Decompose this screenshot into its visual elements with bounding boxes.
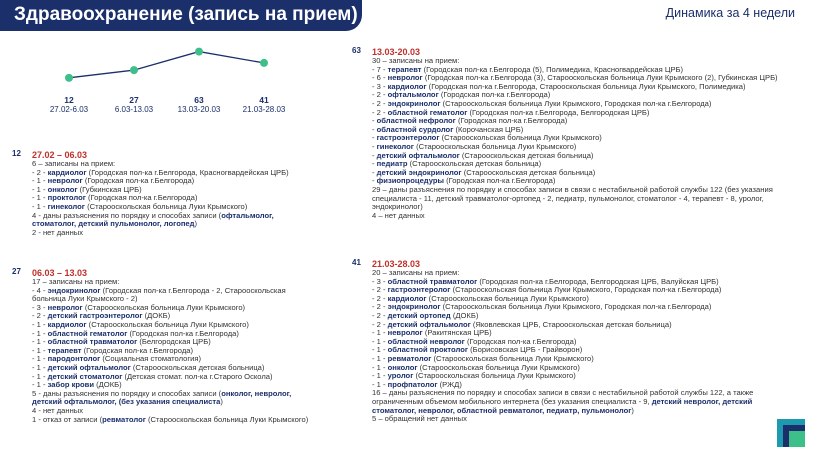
detail-text: 20 – записаны на прием: xyxy=(372,268,460,277)
detail-text: - 3 - xyxy=(32,302,48,312)
detail-text: (Ракитянская ЦРБ) xyxy=(422,328,492,338)
specialist-name: областной сурдолог xyxy=(376,124,454,134)
specialist-name: эндокринолог xyxy=(387,98,441,108)
data-point-1 xyxy=(65,74,73,82)
detail-text: (Старооскольская больница Луки Крымского) xyxy=(426,293,589,303)
data-value: 41 xyxy=(259,95,269,105)
detail-text: - 6 - xyxy=(372,73,388,83)
detail-text: - 2 - xyxy=(372,293,388,303)
detail-text: (Губкинская ЦРБ) xyxy=(77,184,142,194)
detail-text: - 1 - xyxy=(32,328,48,338)
detail-text: (Борисовская ЦРБ - Грайворон) xyxy=(468,345,583,355)
specialist-name: физиопроцедуры xyxy=(376,176,444,186)
detail-text: (Городская пол-ка г.Белгорода) xyxy=(464,336,577,346)
detail-line xyxy=(372,415,797,424)
detail-text: - 3 - xyxy=(372,276,388,286)
week-block-4 xyxy=(352,259,797,424)
detail-line xyxy=(32,287,312,304)
detail-text: 16 – даны разъяснения по порядку и способах записи в связи с нестабильной работой службы 122, а также ограниченным объемом мобильного интернета (без указания специалиста - 9, xyxy=(372,388,754,406)
week-period: 27.02 – 06.03 xyxy=(32,150,88,160)
detail-text: - xyxy=(372,124,377,134)
detail-text: - 1 - xyxy=(372,371,388,381)
detail-text: - xyxy=(372,141,377,151)
week-count: 27 xyxy=(12,267,21,276)
detail-text: - 1 - xyxy=(32,201,48,211)
week-block-3 xyxy=(352,47,797,220)
specialist-name: онколог xyxy=(387,362,418,372)
detail-text: - 1 - xyxy=(372,353,388,363)
detail-text: 5 - даны разъяснения по порядку и способах записи ( xyxy=(32,388,222,398)
specialist-name: забор крови xyxy=(47,380,95,390)
detail-text: - xyxy=(372,150,377,160)
week-period: 13.03-20.03 xyxy=(372,47,421,57)
specialist-name: областной травматолог xyxy=(387,276,478,286)
week-period: 21.03-28.03 xyxy=(372,259,421,269)
specialist-name: кардиолог xyxy=(387,81,427,91)
data-label-2 xyxy=(104,96,164,114)
detail-text: (Старооскольская детская больница) xyxy=(407,159,542,169)
specialist-name: областной нефролог xyxy=(376,116,456,126)
detail-text: - 1 - xyxy=(372,328,388,338)
detail-text: - 1 - xyxy=(32,354,48,364)
detail-text: - 1 - xyxy=(372,379,388,389)
specialist-name: кардиолог xyxy=(387,293,427,303)
data-point-3 xyxy=(195,48,203,56)
data-label-1 xyxy=(39,96,99,114)
detail-text: - 2 - xyxy=(372,285,388,295)
specialist-name: детский гастроэнтеролог xyxy=(47,311,143,321)
detail-text: - 2 - xyxy=(372,319,388,329)
detail-text: - 1 - xyxy=(32,371,48,381)
specialist-name: пародонтолог xyxy=(47,354,101,364)
specialist-name: ревматолог xyxy=(102,414,146,424)
detail-text: - 1 - xyxy=(372,345,388,355)
detail-text: (Белгородская ЦРБ) xyxy=(137,337,211,347)
detail-text: (Старооскольская больница Луки Крымского) xyxy=(86,319,249,329)
detail-text: (Городская пол-ка г.Белгорода - 2, Старооскольская больница Луки Крымского - 2) xyxy=(32,285,286,304)
detail-text: - 1 - xyxy=(32,184,48,194)
logo-icon xyxy=(777,419,805,447)
detail-text: 4 – нет данных xyxy=(372,210,425,220)
specialist-name: детский офтальмолог xyxy=(47,362,131,372)
detail-text: (Старооскольская больница Луки Крымского, Городская пол-ка г.Белгорода) xyxy=(450,285,722,295)
week-details xyxy=(32,150,312,237)
specialist-name: эндокринолог xyxy=(387,302,441,312)
detail-text: - 4 - xyxy=(32,285,48,295)
detail-text: (Старооскольская больница Луки Крымского) xyxy=(413,371,576,381)
title-bar xyxy=(0,0,362,31)
specialist-name: областной проктолог xyxy=(387,345,469,355)
detail-text: (Старооскольская больница Луки Крымского) xyxy=(431,353,594,363)
detail-text: - 1 - xyxy=(32,362,48,372)
detail-text: (Старооскольская больница Луки Крымского) xyxy=(413,141,577,151)
specialist-name: онколог, невролог, детский офтальмолог, (без указания специалиста xyxy=(32,388,292,407)
detail-text: - 2 - xyxy=(32,311,48,321)
detail-text: (Яковлевская ЦРБ, Старооскольская детская больница) xyxy=(470,319,672,329)
specialist-name: педиатр xyxy=(376,159,408,169)
specialist-name: детский офтальмолог xyxy=(387,319,471,329)
detail-text: (Городская пол-ка г.Белгорода, Белгородская ЦРБ) xyxy=(467,107,650,117)
detail-text: (Старооскольская больница Луки Крымского) xyxy=(417,362,580,372)
detail-text: (Старооскольская больница Луки Крымского, Городская пол-ка г.Белгорода) xyxy=(440,302,712,312)
week-count: 63 xyxy=(352,46,361,55)
data-value: 63 xyxy=(194,95,204,105)
specialist-name: гинеколог xyxy=(47,201,85,211)
trend-chart xyxy=(40,44,300,124)
detail-line xyxy=(372,186,797,212)
week-block-1 xyxy=(12,150,312,237)
specialist-name: областной гематолог xyxy=(387,107,468,117)
specialist-name: детский офтальмолог xyxy=(376,150,460,160)
detail-text: (ДОКБ) xyxy=(450,310,479,320)
detail-text: - 1 - xyxy=(32,345,48,355)
specialist-name: офтальмолог, стоматолог, детский пульмонолог, логопед xyxy=(32,210,274,229)
detail-text: (Городская пол-ка г.Белгорода, Красногвардейская ЦРБ) xyxy=(86,167,289,177)
detail-text: - 3 - xyxy=(372,81,388,91)
detail-text: ) xyxy=(194,219,197,229)
detail-text: (Старооскольская детская больница) xyxy=(461,167,596,177)
specialist-name: терапевт xyxy=(47,345,82,355)
detail-text: (РЖД) xyxy=(437,379,462,389)
detail-text: - 7 - xyxy=(372,64,388,74)
detail-text: (Городская пол-ка г.Белгорода) xyxy=(81,345,194,355)
specialist-name: эндокринолог xyxy=(47,285,101,295)
detail-text: - 2 - xyxy=(372,98,388,108)
data-value: 12 xyxy=(64,95,74,105)
page-subtitle: Динамика за 4 недели xyxy=(665,6,795,20)
week-period: 06.03 – 13.03 xyxy=(32,268,88,278)
page-title: Здравоохранение (запись на прием) xyxy=(14,4,358,25)
category-label: 21.03-28.03 xyxy=(242,105,286,114)
week-details xyxy=(372,259,797,424)
data-label-4 xyxy=(234,96,294,114)
specialist-name: уролог xyxy=(387,371,414,381)
specialist-name: гинеколог xyxy=(376,141,414,151)
specialist-name: детский ортопед xyxy=(387,310,451,320)
week-details xyxy=(372,47,797,220)
detail-text: (Городская пол-ка г.Белгорода (3), Старооскольская больница Луки Крымского (2), Губкинская ЦРБ) xyxy=(422,73,778,83)
specialist-name: проктолог xyxy=(47,193,86,203)
specialist-name: областной гематолог xyxy=(47,328,128,338)
specialist-name: онколог xyxy=(47,184,78,194)
data-label-3 xyxy=(169,96,229,114)
detail-text: 4 - нет данных xyxy=(32,405,84,415)
category-label: 27.02-6.03 xyxy=(49,105,89,114)
detail-text: (Городская пол-ка г.Белгорода, Старооскольская больница Луки Крымского, Полимедика) xyxy=(426,81,746,91)
detail-line xyxy=(32,229,312,238)
detail-text: 30 – записаны на прием: xyxy=(372,56,460,65)
detail-text: (Старооскольская детская больница) xyxy=(459,150,594,160)
detail-text: (Корочанская ЦРБ) xyxy=(453,124,524,134)
specialist-name: профпатолог xyxy=(387,379,438,389)
detail-text: (Городская пол-ка г.Белгорода) xyxy=(127,328,239,338)
detail-text: (Старооскольская больница Луки Крымского) xyxy=(82,302,246,312)
detail-text: - xyxy=(372,167,377,177)
week-count: 41 xyxy=(352,258,361,267)
specialist-name: терапевт xyxy=(387,64,422,74)
week-count: 12 xyxy=(12,149,21,158)
detail-text: - xyxy=(372,116,377,126)
detail-text: 5 – обращений нет данных xyxy=(372,414,467,424)
detail-text: (Городская пол-ка г.Белгорода, Белгородская ЦРБ, Валуйская ЦРБ) xyxy=(477,276,719,286)
detail-text: (Городская пол-ка г.Белгорода) xyxy=(438,90,551,100)
specialist-name: детский эндокринолог xyxy=(376,167,462,177)
detail-text: - 2 - xyxy=(372,90,388,100)
detail-text: (Городская пол-ка г.Белгорода) xyxy=(82,176,195,186)
specialist-name: кардиолог xyxy=(47,319,87,329)
detail-line xyxy=(372,212,797,221)
detail-text: (ДОКБ) xyxy=(142,311,171,321)
detail-text: - 1 - xyxy=(32,176,48,186)
detail-text: (Социальная стоматология) xyxy=(100,354,201,364)
detail-line xyxy=(32,390,312,407)
specialist-name: областной травматолог xyxy=(47,337,138,347)
specialist-name: невролог xyxy=(387,73,423,83)
detail-text: - xyxy=(372,176,377,186)
detail-text: (Городская пол-ка г.Белгорода) xyxy=(85,193,198,203)
detail-text: (Старооскольская больница Луки Крымского) xyxy=(84,201,248,211)
detail-line xyxy=(32,416,312,425)
detail-text: (ДОКБ) xyxy=(94,380,122,390)
specialist-name: гастроэнтеролог xyxy=(387,285,451,295)
detail-text: (Старооскольская больница Луки Крымского) xyxy=(145,414,309,424)
detail-text: - 1 - xyxy=(32,319,48,329)
detail-text: - 1 - xyxy=(32,193,48,203)
specialist-name: кардиолог xyxy=(47,167,87,177)
specialist-name: офтальмолог xyxy=(387,90,439,100)
detail-text: 29 – даны разъяснения по порядку и способах записи в связи с нестабильной работой службы 122 (без указания специалиста - 11, детский травматолог-ортопед - 2, педиатр, пульмонолог, стоматолог - 4, терапевт - 8, уролог, эндокринолог) xyxy=(372,184,773,212)
detail-text: - 2 - xyxy=(372,107,388,117)
detail-text: 17 – записаны на прием: xyxy=(32,277,120,286)
specialist-name: невролог xyxy=(387,328,423,338)
detail-text: - xyxy=(372,133,377,143)
week-details xyxy=(32,268,312,424)
detail-text: (Городская пол-ка г.Белгорода) xyxy=(443,176,556,186)
specialist-name: областной невролог xyxy=(387,336,465,346)
detail-text: (Детская стомат. пол-ка г.Старого Оскола) xyxy=(122,371,273,381)
detail-text: - 1 - xyxy=(32,337,48,347)
header xyxy=(0,0,813,34)
detail-text: ) xyxy=(631,405,634,415)
detail-line xyxy=(32,212,312,229)
detail-text: - 2 - xyxy=(372,302,388,312)
week-block-2 xyxy=(12,268,312,424)
specialist-name: невролог xyxy=(47,176,83,186)
detail-text: (Старооскольская больница Луки Крымского) xyxy=(439,133,602,143)
detail-text: ) xyxy=(220,397,223,407)
series-line xyxy=(69,52,264,78)
specialist-name: детский стоматолог xyxy=(47,371,123,381)
detail-text: - 2 - xyxy=(372,310,388,320)
data-value: 27 xyxy=(129,95,139,105)
detail-text: 2 - нет данных xyxy=(32,227,84,237)
specialist-name: ревматолог xyxy=(387,353,432,363)
category-label: 13.03-20.03 xyxy=(177,105,221,114)
specialist-name: невролог xyxy=(47,302,83,312)
detail-text: - xyxy=(372,159,377,169)
detail-text: - 1 - xyxy=(32,380,48,390)
data-point-2 xyxy=(130,66,138,74)
detail-text: 6 – записаны на прием: xyxy=(32,159,116,168)
detail-text: - 2 - xyxy=(32,167,48,177)
detail-text: (Старооскольская детская больница) xyxy=(130,362,265,372)
detail-text: 4 - даны разъяснения по порядку и способах записи ( xyxy=(32,210,222,220)
detail-text: (Старооскольская больница Луки Крымского, Городская пол-ка г.Белгорода) xyxy=(440,98,712,108)
data-point-4 xyxy=(260,59,268,67)
detail-text: - 1 - xyxy=(372,336,388,346)
specialist-name: детский невролог, детский стоматолог, невролог, областной ревматолог, педиатр, пульмонолог xyxy=(372,396,753,415)
category-label: 6.03-13.03 xyxy=(114,105,154,114)
detail-text: (Городская пол-ка г.Белгорода) xyxy=(455,116,568,126)
detail-text: (Городская пол-ка г.Белгорода (5), Полимедика, Красногвардейская ЦРБ) xyxy=(421,64,684,74)
detail-text: - 1 - xyxy=(372,362,388,372)
detail-line xyxy=(372,389,797,415)
specialist-name: гастроэнтеролог xyxy=(376,133,440,143)
detail-text: 1 - отказ от записи ( xyxy=(32,414,103,424)
